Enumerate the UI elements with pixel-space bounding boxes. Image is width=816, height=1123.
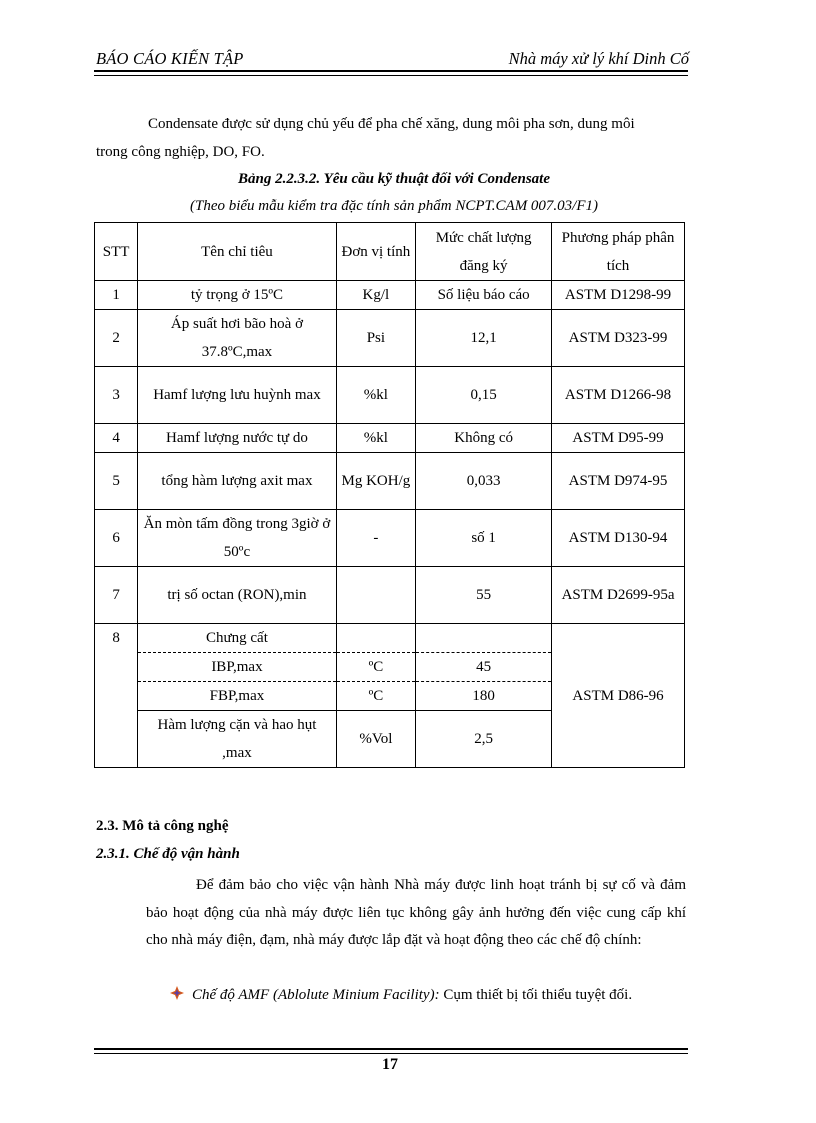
header-name: Tên chỉ tiêu xyxy=(138,223,336,281)
cell-name: Chưng cất xyxy=(138,624,336,653)
header-stt: STT xyxy=(95,223,138,281)
cell-method: ASTM D1298-99 xyxy=(552,281,685,310)
cell-method: ASTM D974-95 xyxy=(552,453,685,510)
cell-name: Hamf lượng lưu huỳnh max xyxy=(138,367,336,424)
bullet-item xyxy=(170,985,632,1004)
intro-line-2: trong công nghiệp, DO, FO. xyxy=(96,144,265,160)
table-row xyxy=(95,624,685,653)
cell-stt: 3 xyxy=(95,367,138,424)
cell-method: ASTM D323-99 xyxy=(552,310,685,367)
cell-stt: 8 xyxy=(95,624,138,768)
header-unit: Đơn vị tính xyxy=(336,223,416,281)
cell-name: IBP,max xyxy=(138,653,336,682)
table-subcaption: (Theo biểu mẫu kiểm tra đặc tính sản phẩm NCPT.CAM 007.03/F1) xyxy=(189,198,599,214)
cell-unit xyxy=(336,567,416,624)
cell-method: ASTM D86-96 xyxy=(552,624,685,768)
cell-unit: %kl xyxy=(336,367,416,424)
cell-unit: %kl xyxy=(336,424,416,453)
cell-unit: %Vol xyxy=(336,711,416,768)
cell-quality: 45 xyxy=(416,653,552,682)
header-method: Phương pháp phân tích xyxy=(552,223,685,281)
header-quality: Mức chất lượng đăng ký xyxy=(416,223,552,281)
table-row xyxy=(95,510,685,567)
cell-unit: - xyxy=(336,510,416,567)
cell-quality: Không có xyxy=(416,424,552,453)
cell-method: ASTM D130-94 xyxy=(552,510,685,567)
bullet-text: Cụm thiết bị tối thiểu tuyệt đối. xyxy=(439,987,633,1003)
cell-method: ASTM D2699-95a xyxy=(552,567,685,624)
cell-unit: Kg/l xyxy=(336,281,416,310)
table-row xyxy=(95,424,685,453)
bullet-icon xyxy=(170,986,184,1000)
cell-name: Áp suất hơi bão hoà ở 37.8ºC,max xyxy=(138,310,336,367)
cell-unit xyxy=(336,624,416,653)
cell-stt: 5 xyxy=(95,453,138,510)
cell-name: tổng hàm lượng axit max xyxy=(138,453,336,510)
cell-quality: 0,15 xyxy=(416,367,552,424)
footer-rule xyxy=(94,1048,688,1050)
cell-quality: 2,5 xyxy=(416,711,552,768)
footer-rule-thin xyxy=(94,1053,688,1054)
page-number: 17 xyxy=(382,1056,398,1073)
cell-method: ASTM D95-99 xyxy=(552,424,685,453)
table-row xyxy=(95,310,685,367)
cell-quality: 12,1 xyxy=(416,310,552,367)
cell-quality: số 1 xyxy=(416,510,552,567)
cell-unit: Mg KOH/g xyxy=(336,453,416,510)
table-row xyxy=(95,453,685,510)
body-paragraph-text: Để đảm bảo cho việc vận hành Nhà máy được linh hoạt tránh bị sự cố và đảm bảo hoạt động của nhà máy được liên tục không gây ảnh hưởng đến việc cung cấp khí cho nhà máy điện, đạm, nhà máy được lắp đặt và hoạt động theo các chế độ chính: xyxy=(146,877,686,948)
cell-stt: 7 xyxy=(95,567,138,624)
cell-name: Hàm lượng cặn và hao hụt ,max xyxy=(138,711,336,768)
cell-name: Ăn mòn tấm đồng trong 3giờ ở 50ºc xyxy=(138,510,336,567)
cell-stt: 2 xyxy=(95,310,138,367)
table-row xyxy=(95,281,685,310)
cell-unit: ºC xyxy=(336,682,416,711)
cell-stt: 1 xyxy=(95,281,138,310)
cell-quality: 0,033 xyxy=(416,453,552,510)
cell-name: FBP,max xyxy=(138,682,336,711)
spec-table xyxy=(94,222,685,768)
cell-quality: 180 xyxy=(416,682,552,711)
cell-stt: 4 xyxy=(95,424,138,453)
cell-quality: Số liệu báo cáo xyxy=(416,281,552,310)
body-paragraph xyxy=(146,872,686,955)
header-title-right: Nhà máy xử lý khí Dinh Cố xyxy=(508,49,689,68)
cell-unit: ºC xyxy=(336,653,416,682)
header-rule xyxy=(94,70,688,72)
cell-name: trị số octan (RON),min xyxy=(138,567,336,624)
header-title-left: BÁO CÁO KIẾN TẬP xyxy=(96,49,244,68)
cell-quality: 55 xyxy=(416,567,552,624)
cell-unit: Psi xyxy=(336,310,416,367)
bullet-lead: Chế độ AMF (Ablolute Minium Facility): xyxy=(192,987,440,1003)
intro-line-1: Condensate được sử dụng chủ yếu để pha chế xăng, dung môi pha sơn, dung môi xyxy=(148,116,635,132)
cell-stt: 6 xyxy=(95,510,138,567)
cell-quality xyxy=(416,624,552,653)
section-heading: 2.3. Mô tả công nghệ xyxy=(96,818,229,834)
cell-method: ASTM D1266-98 xyxy=(552,367,685,424)
cell-name: tỷ trọng ở 15ºC xyxy=(138,281,336,310)
table-row xyxy=(95,567,685,624)
table-row xyxy=(95,367,685,424)
table-header-row xyxy=(95,223,685,281)
subsection-heading: 2.3.1. Chế độ vận hành xyxy=(96,846,240,862)
table-caption: Bảng 2.2.3.2. Yêu cầu kỹ thuật đối với Condensate xyxy=(238,171,550,187)
header-rule-thin xyxy=(94,75,688,76)
cell-name: Hamf lượng nước tự do xyxy=(138,424,336,453)
